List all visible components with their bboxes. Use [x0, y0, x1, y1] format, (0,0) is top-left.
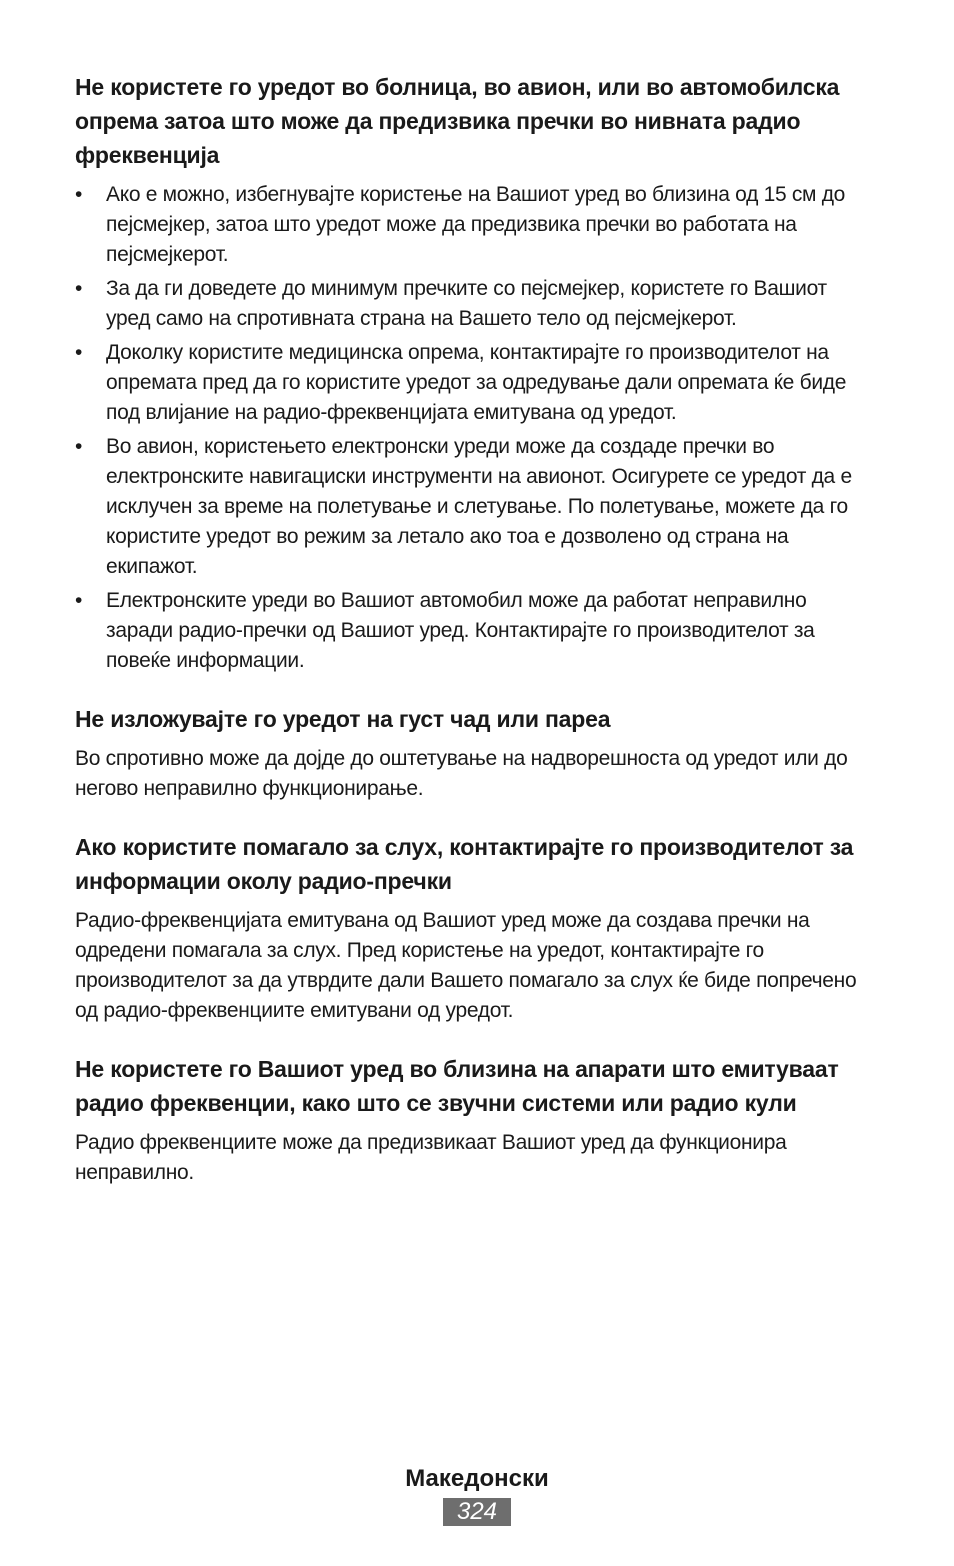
section-hearing-aid [75, 830, 875, 1026]
list-item [75, 432, 875, 582]
list-item [75, 274, 875, 334]
list-item-text: Доколку користите медицинска опрема, контактирајте го производителот на опремата пред да го користите уредот за одредување дали опремата ќе биде под влијание на радио-фреквенцијата емитувана од уредот. [106, 341, 847, 424]
section-heading: Ако користите помагало за слух, контактирајте го производителот за информации околу радио-пречки [75, 834, 854, 894]
bullet-icon: • [75, 183, 83, 206]
list-item [75, 338, 875, 428]
page-number: 324 [443, 1498, 511, 1526]
section-heading: Не користете го уредот во болница, во авион, или во автомобилска опрема затоа што може да предизвика пречки во нивната радио фреквенција [75, 74, 840, 168]
section-body: Во спротивно може да дојде до оштетување на надворешноста од уредот или до негово неправилно функционирање. [75, 747, 848, 800]
bullet-list [75, 180, 875, 676]
document-content [75, 70, 875, 1188]
bullet-icon: • [75, 341, 83, 364]
list-item-text: Ако е можно, избегнувајте користење на Вашиот уред во близина од 15 см до пејсмејкер, затоа што уредот може да предизвика пречки во работата на пејсмејкерот. [106, 183, 846, 266]
footer-language: Македонски [405, 1465, 549, 1492]
list-item [75, 180, 875, 270]
list-item-text: Во авион, користењето електронски уреди може да создаде пречки во електронските навигациски инструменти на авионот. Осигурете се уредот да е исклучен за време на полетување и слетување. По полетување, можете да го користите уредот во режим за летало ако тоа е дозволено од страна на екипажот. [106, 435, 852, 578]
bullet-icon: • [75, 277, 83, 300]
bullet-icon: • [75, 589, 83, 612]
section-smoke-vapor [75, 702, 875, 804]
section-heading: Не изложувајте го уредот на густ чад или пареа [75, 706, 611, 732]
list-item [75, 586, 875, 676]
list-item-text: За да ги доведете до минимум пречките со пејсмејкер, користете го Вашиот уред само на спротивната страна на Вашето тело од пејсмејкерот. [106, 277, 827, 330]
section-body: Радио фреквенциите може да предизвикаат Вашиот уред да функционира неправилно. [75, 1131, 787, 1184]
section-heading: Не користете го Вашиот уред во близина на апарати што емитуваат радио фреквенции, како што се звучни системи или радио кули [75, 1056, 839, 1116]
section-body: Радио-фреквенцијата емитувана од Вашиот уред може да создава пречки на одредени помагала за слух. Пред користење на уредот, контактирајте го производителот за да утврдите дали Вашето помагало за слух ќе биде попречено од радио-фреквенциите емитувани од уредот. [75, 909, 857, 1022]
section-hospital-aircraft [75, 70, 875, 676]
bullet-icon: • [75, 435, 83, 458]
section-radio-devices [75, 1052, 875, 1188]
list-item-text: Електронските уреди во Вашиот автомобил може да работат неправилно заради радио-пречки од Вашиот уред. Контактирајте го производителот за повеќе информации. [106, 589, 815, 672]
page-footer [0, 1462, 954, 1526]
